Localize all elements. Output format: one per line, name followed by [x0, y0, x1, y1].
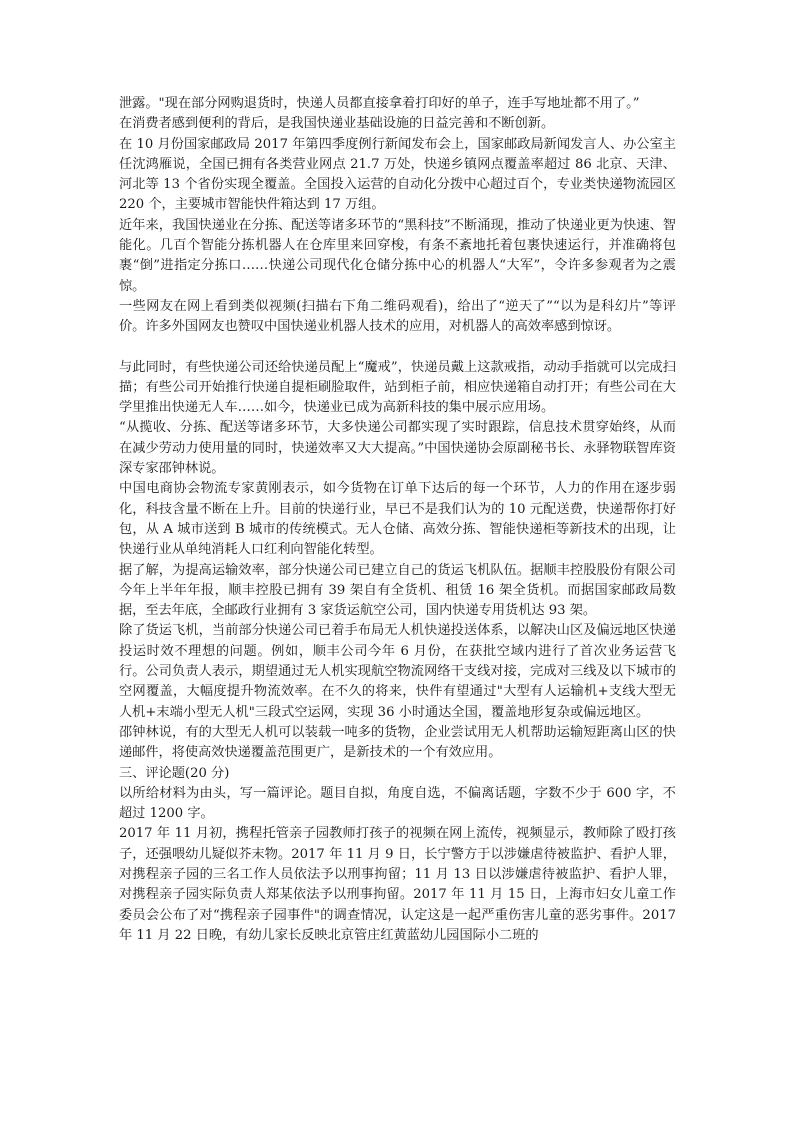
- paragraph-8: 中国电商协会物流专家黄刚表示，如今货物在订单下达后的每一个环节，人力的作用在逐步弱化，科技含量不断在上升。目前的快递行业，早已不是我们认为的 10 元配送费，快递帮你打好包，从 A 城市送到 B 城市的传统模式。无人仓储、高效分拣、智能快递柜等新技术的出现，让快递行业从单纯消耗人口红利向智能化转型。: [119, 481, 676, 558]
- paragraph-gap: [119, 338, 676, 358]
- paragraph-1: 泄露。"现在部分网购退货时，快递人员都直接拿着打印好的单子，连手写地址都不用了。”: [119, 96, 640, 111]
- section-heading: 三、评论题(20 分): [119, 765, 230, 781]
- paragraph-12: 以所给材料为由头，写一篇评论。题目自拟，角度自选，不偏离话题，字数不少于 600 字，不超过 1200 字。: [119, 785, 676, 822]
- paragraph-10: 除了货运飞机，当前部分快递公司已着手布局无人机快递投送体系，以解决山区及偏远地区快递投运时效不理想的问题。例如，顺丰公司今年 6 月份，在获批空域内进行了首次业务运营飞行。公司负责人表示，期望通过无人机实现航空物流网络干支线对接，完成对三线及以下城市的空网覆盖，大幅度提升物流效率。在不久的将来，快件有望通过"大型有人运输机+支线大型无人机+末端小型无人机"三段式空运网，实现 36 小时通达全国，覆盖地形复杂或偏远地区。: [119, 623, 676, 720]
- paragraph-2: 在消费者感到便利的背后，是我国快递业基础设施的日益完善和不断创新。: [119, 116, 555, 132]
- paragraph-11: 邵钟林说，有的大型无人机可以装载一吨多的货物，企业尝试用无人机帮助运输短距离山区的快递邮件，将使高效快递覆盖范围更广，是新技术的一个有效应用。: [119, 724, 676, 761]
- paragraph-9: 据了解，为提高运输效率，部分快递公司已建立自己的货运飞机队伍。据顺丰控股股份有限公司今年上半年年报，顺丰控股已拥有 39 架自有全货机、租赁 16 架全货机。而据国家邮政局数据，至去年底，全邮政行业拥有 3 家货运航空公司，国内快递专用货机达 93 架。: [119, 562, 676, 619]
- paragraph-6: 与此同时，有些快递公司还给快递员配上“魔戒”，快递员戴上这款戒指，动动手指就可以完成扫描；有些公司开始推行快递自提柜刷脸取件，站到柜子前，相应快递箱自动打开；有些公司在大学里推出快递无人车……如今，快递业已成为高新科技的集中展示应用场。: [119, 359, 676, 416]
- paragraph-5: 一些网友在网上看到类似视频(扫描右下角二维码观看)，给出了“逆天了”“以为是科幻片”等评价。许多外国网友也赞叹中国快递业机器人技术的应用，对机器人的高效率感到惊讶。: [119, 298, 676, 335]
- document-page: [119, 94, 676, 946]
- paragraph-3: 在 10 月份国家邮政局 2017 年第四季度例行新闻发布会上，国家邮政局新闻发言人、办公室主任沈鸿雁说，全国已拥有各类营业网点 21.7 万处，快递乡镇网点覆盖率超过 86 北京、天津、河北等 13 个省份实现全覆盖。全国投入运营的自动化分拨中心超过百个，专业类快递物流园区 220 个，主要城市智能快件箱达到 17 万组。: [119, 136, 676, 213]
- paragraph-7: “从揽收、分拣、配送等诸多环节，大多快递公司都实现了实时跟踪，信息技术贯穿始终，从而在减少劳动力使用量的同时，快递效率又大大提高。”中国快递协会原副秘书长、永驿物联智库资深专家邵钟林说。: [119, 420, 676, 477]
- paragraph-13: 2017 年 11 月初，携程托管亲子园教师打孩子的视频在网上流传，视频显示，教师除了殴打孩子，还强喂幼儿疑似芥末物。2017 年 11 月 9 日，长宁警方于以涉嫌虐待被监护、看护人罪，对携程亲子园的三名工作人员依法予以刑事拘留；11 月 13 日以涉嫌虐待被监护、看护人罪，对携程亲子园实际负责人郑某依法予以刑事拘留。2017 年 11 月 15 日，上海市妇女儿童工作委员会公布了对“携程亲子园事件"的调查情况，认定这是一起严重伤害儿童的恶劣事件。2017 年 11 月 22 日晚，有幼儿家长反映北京管庄红黄蓝幼儿园国际小二班的: [119, 826, 676, 943]
- paragraph-4: 近年来，我国快递业在分拣、配送等诸多环节的“黑科技”不断涌现，推动了快递业更为快速、智能化。几百个智能分拣机器人在仓库里来回穿梭，有条不紊地托着包裹快速运行，并准确将包裹“倒”进指定分拣口……快递公司现代化仓储分拣中心的机器人“大军”，令许多参观者为之震惊。: [119, 217, 676, 294]
